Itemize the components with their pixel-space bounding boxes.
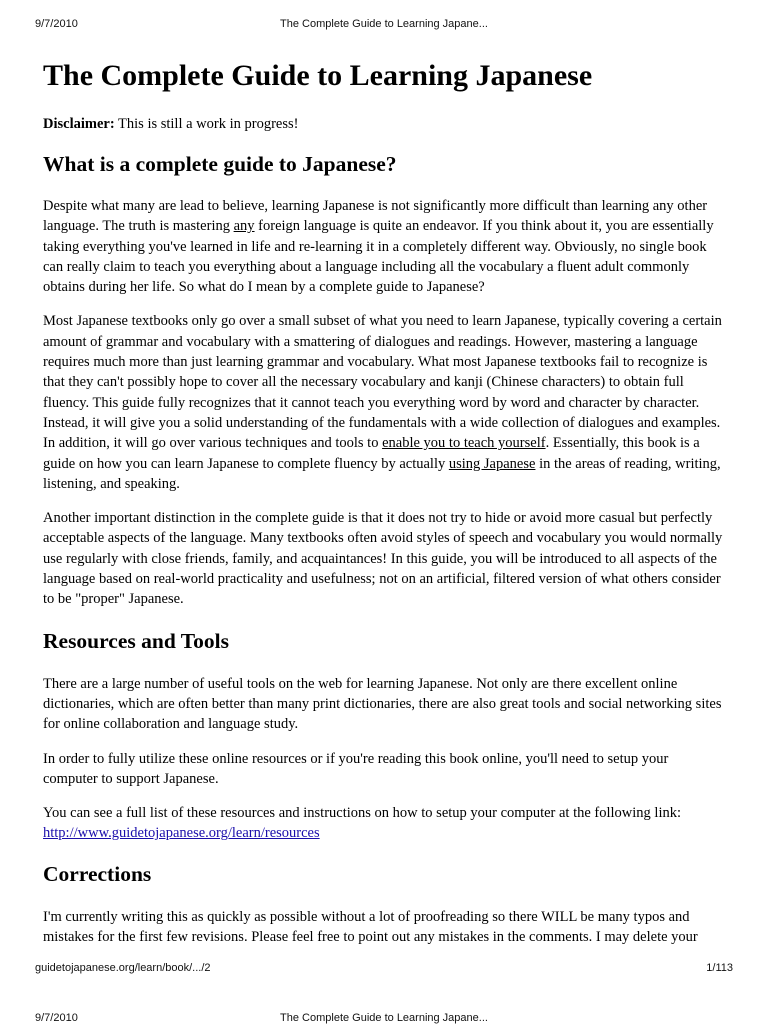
paragraph: Despite what many are lead to believe, learning Japanese is not significantly more difficult than learning any other language. The truth is mastering any foreign language is quite an endeavor. If you think about it, you are essentially taking everything you've learned in life and re-learning it in a completely different way. Obviously, no single book can really claim to teach you everything about a language including all the vocabulary a fluent adult commonly obtains during her life. So what do I mean by a complete guide to Japanese?: [43, 198, 714, 296]
print-url: guidetojapanese.org/learn/book/.../2: [35, 962, 211, 974]
print-footer: [0, 962, 768, 978]
disclaimer-label: Disclaimer:: [43, 116, 115, 132]
document-body: [43, 56, 723, 948]
document-title: The Complete Guide to Learning Japanese: [43, 59, 593, 92]
print-page-number: 1/113: [706, 962, 733, 974]
resources-link[interactable]: http://www.guidetojapanese.org/learn/resources: [43, 825, 320, 842]
disclaimer-text: This is still a work in progress!: [114, 116, 299, 132]
paragraph: There are a large number of useful tools on the web for learning Japanese. Not only are there excellent online dictionaries, which are often better than many print dictionaries, there are also great tools and social networking sites for online collaboration and language study.: [43, 675, 722, 733]
print-header-next-page: [0, 1012, 768, 1028]
paragraph: Most Japanese textbooks only go over a small subset of what you need to learn Japanese, typically covering a certain amount of grammar and vocabulary with a smattering of dialogues and readings. However, mastering a language requires much more than just learning grammar and vocabulary. What most Japanese textbooks fail to recognize is that they can't possibly hope to cover all the necessary vocabulary and kanji (Chinese characters) to obtain full fluency. This guide fully recognizes that it cannot teach you everything word by word and character by character. Instead, it will give you a solid understanding of the fundamentals with a wide collection of dialogues and examples. In addition, it will go over various techniques and tools to enable you to teach yourself. Essentially, this book is a guide on how you can learn Japanese to complete fluency by actually using Japanese in the areas of reading, writing, listening, and speaking.: [43, 313, 722, 492]
paragraph: In order to fully utilize these online resources or if you're reading this book online, you'll need to setup your computer to support Japanese.: [43, 750, 669, 787]
paragraph: You can see a full list of these resources and instructions on how to setup your computer at the following link: http://www.guidetojapanese.org/learn/resources: [43, 805, 682, 842]
underlined-text: any: [233, 218, 255, 235]
paragraph-clip: [43, 907, 723, 948]
disclaimer: [43, 114, 723, 134]
underlined-text: using Japanese: [448, 455, 536, 472]
section-heading-complete-guide: What is a complete guide to Japanese?: [43, 152, 397, 176]
paragraph: I'm currently writing this as quickly as possible without a lot of proofreading so there WILL be many typos and mistakes for the first few revisions. Please feel free to point out any mistakes in the comments. I may delete your: [43, 908, 698, 946]
print-header: [0, 18, 768, 34]
underlined-text: enable you to teach yourself: [382, 435, 546, 452]
print-date: 9/7/2010: [35, 18, 78, 30]
section-heading-resources: Resources and Tools: [43, 628, 229, 653]
print-page-title: The Complete Guide to Learning Japane...: [280, 18, 488, 30]
print-page-title: The Complete Guide to Learning Japane...: [280, 1012, 488, 1024]
print-date: 9/7/2010: [35, 1012, 78, 1024]
section-heading-corrections: Corrections: [43, 861, 152, 886]
paragraph: Another important distinction in the complete guide is that it does not try to hide or avoid more casual but perfectly acceptable aspects of the language. Many textbooks often avoid styles of speech and vocabulary you would normally use regularly with close friends, family, and acquaintances! In this guide, you will be introduced to all aspects of the language based on real-world practicality and usefulness; not on an artificial, filtered version of what others consider to be "proper" Japanese.: [43, 510, 723, 608]
